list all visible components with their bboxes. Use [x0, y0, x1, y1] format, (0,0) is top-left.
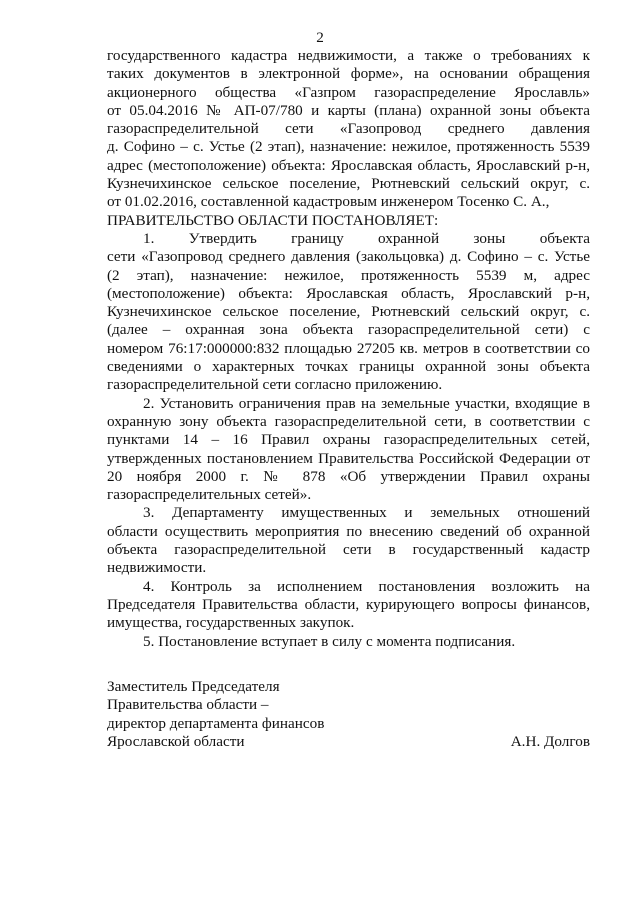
- document-body: [107, 47, 590, 651]
- text-line: (далее – охранная зона объекта газораспределительной сети) с: [107, 321, 590, 339]
- text-line: сведениями о характерных точках границы охранной зоны объекта: [107, 358, 590, 376]
- signatory-title-line: директор департамента финансов: [107, 714, 325, 732]
- signature-block: [107, 678, 590, 751]
- decree-item-2: [107, 395, 590, 505]
- decree-item-5: [107, 633, 590, 651]
- text-line: от 01.02.2016, составленной кадастровым инженером Тосенко С. А.,: [107, 193, 550, 211]
- signatory-title-line: Заместитель Председателя: [107, 678, 280, 695]
- text-line: (местоположение) объекта: Ярославская область, Ярославский р-н,: [107, 284, 590, 302]
- signatory-title-line: Ярославской области: [107, 732, 245, 750]
- text-line: 3. Департаменту имущественных и земельных отношений: [143, 504, 590, 522]
- text-line: (2 этап), назначение: нежилое, протяженность 5539 м, адрес: [107, 266, 590, 284]
- text-line: номером 76:17:000000:832 площадью 27205 кв. метров в соответствии со: [107, 339, 590, 357]
- text-line: утвержденных постановлением Правительства Российской Федерации от: [107, 449, 590, 467]
- text-line: пунктами 14 – 16 Правил охраны газораспределительных сетей,: [107, 431, 590, 449]
- text-line: имущества, государственных закупок.: [107, 614, 355, 632]
- decree-item-1: [107, 230, 590, 395]
- text-line: газораспределительных сетей».: [107, 486, 312, 504]
- text-line: газораспределительной сети «Газопровод среднего давления: [107, 120, 590, 138]
- text-line: 5. Постановление вступает в силу с момента подписания.: [143, 632, 516, 650]
- text-line: адрес (местоположение) объекта: Ярославская область, Ярославский р-н,: [107, 156, 590, 174]
- text-line: объекта газораспределительной сети в государственный кадастр: [107, 541, 590, 559]
- text-line: газораспределительной сети согласно приложению.: [107, 376, 443, 394]
- text-line: недвижимости.: [107, 559, 207, 577]
- signatory-title-line: Правительства области –: [107, 696, 269, 714]
- text-line: д. Софино – с. Устье (2 этап), назначение: нежилое, протяженность 5539: [107, 138, 590, 156]
- text-line: Кузнечихинское сельское поселение, Рютневский сельский округ, с.: [107, 175, 590, 193]
- text-line: охранную зону объекта газораспределительной сети, в соответствии с: [107, 412, 590, 430]
- text-line: 4. Контроль за исполнением постановления возложить на: [143, 577, 590, 595]
- decree-item-3: [107, 504, 590, 577]
- decree-item-4: [107, 578, 590, 633]
- text-line: 1. Утвердить границу охранной зоны объекта: [143, 229, 590, 247]
- text-line: сети «Газопровод среднего давления (закольцовка) д. Софино – с. Устье: [107, 248, 590, 266]
- text-line: 20 ноября 2000 г. № 878 «Об утверждении Правил охраны: [107, 467, 590, 485]
- text-line: акционерного общества «Газпром газораспределение Ярославль»: [107, 83, 590, 101]
- signatory-name: А.Н. Долгов: [510, 732, 590, 750]
- text-line: 2. Установить ограничения прав на земельные участки, входящие в: [143, 394, 590, 412]
- text-line: Председателя Правительства области, курирующего вопросы финансов,: [107, 595, 590, 613]
- page-number: 2: [316, 29, 324, 46]
- text-line: области осуществить мероприятия по внесению сведений об охранной: [107, 522, 590, 540]
- text-line: от 05.04.2016 № АП-07/780 и карты (плана) охранной зоны объекта: [107, 101, 590, 119]
- signatory-title-row: [107, 733, 590, 751]
- decree-heading: ПРАВИТЕЛЬСТВО ОБЛАСТИ ПОСТАНОВЛЯЕТ:: [107, 211, 439, 229]
- intro-paragraph: [107, 47, 590, 212]
- text-line: таких документов в электронной форме», на основании обращения: [107, 65, 590, 83]
- text-line: государственного кадастра недвижимости, а также о требованиях к: [107, 47, 590, 64]
- text-line: Кузнечихинское сельское поселение, Рютневский сельский округ, с.: [107, 303, 590, 321]
